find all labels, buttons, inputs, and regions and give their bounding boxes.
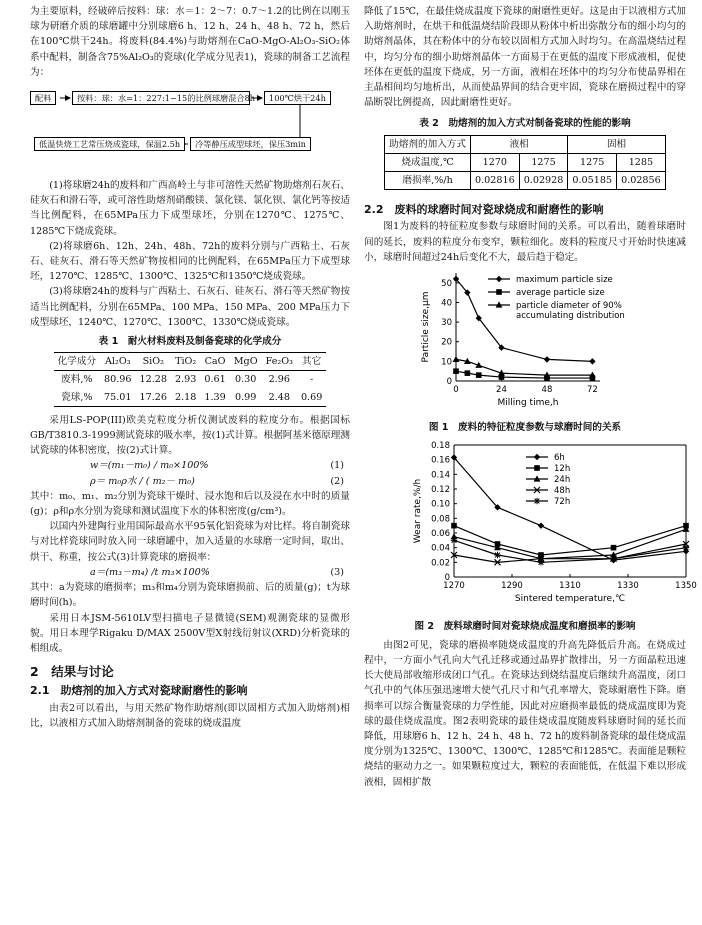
table2-cell: 0.02816 bbox=[471, 172, 520, 190]
equation-2-body: ρ＝ m₀ρ水 / ( m₂－ m₀) bbox=[90, 475, 195, 487]
legend-label: 72h bbox=[554, 497, 571, 508]
table2-header: 液相 bbox=[471, 135, 568, 153]
table1-cell: 75.01 bbox=[104, 391, 132, 403]
method-paragraph-7: 其中：a为瓷球的磨损率；m₃和m₄分别为瓷球磨损前、后的质量(g)；t为球磨时间(h)。 bbox=[30, 582, 350, 609]
method-paragraph-2: (2)将球磨6h、12h、24h、48h、72h的废料分别与广西粘土、石灰石、硅灰石、滑石等天然矿物按相同的比例配料，在65MPa压力下成型球坯，1270℃、1285℃、1300℃、1325℃和1350℃烧成瓷球。 bbox=[30, 240, 350, 283]
data-point bbox=[538, 523, 544, 529]
series-line bbox=[454, 530, 686, 559]
equation-1-number: (1) bbox=[330, 460, 344, 472]
method-paragraph-8: 采用日本JSM-5610LV型扫描电子显微镜(SEM)观测瓷球的显微形貌。用日本理学Rigaku D/MAX 2500V型X射线衍射议(XRD)分析瓷球的相组成。 bbox=[30, 612, 350, 654]
method-paragraph-5: 其中：m₀、m₁、m₂分别为瓷球干燥时、浸水饱和后以及浸在水中时的质量(g)；ρ和ρ水分别为瓷球和测试温度下水的体积密度(g/cm³)。 bbox=[30, 490, 350, 518]
x-tick-label: 72 bbox=[587, 385, 598, 396]
legend-label: accumulating distribution bbox=[516, 311, 625, 322]
y-tick-label: 0.02 bbox=[431, 558, 450, 569]
flow-step-batching: 配料 bbox=[30, 91, 56, 105]
equation-3-body: a＝(m₃－m₄) /t m₃×100% bbox=[90, 566, 210, 578]
table2-cell: 1275 bbox=[568, 153, 617, 171]
equation-1-body: w＝(m₁－m₀) / m₀×100% bbox=[90, 460, 209, 472]
data-point bbox=[451, 538, 457, 544]
table1-cell: 2.96 bbox=[268, 374, 290, 386]
intro-paragraph: 为主要原料，经破碎后按料：球：水＝1：2～7：0.7～1.2的比例在以刚玉球为研磨介质的球磨罐中分别球磨6 h、12 h、24 h、48 h、72 h，然后在100℃烘干24h。将废料(84.4%)与助熔剂在CaO-MgO-Al₂O₃-SiO₂体系中配料，制备含75%Al₂O₃的瓷球(化学成分见表1)，瓷球的制备工艺流程为： bbox=[30, 6, 350, 78]
data-point bbox=[544, 356, 550, 362]
method-paragraph-3: (3)将球磨24h的废料与广西粘土、石灰石、硅灰石、滑石等天然矿物按适当比例配料，分别在65MPa、100 MPa、150 MPa、200 MPa压力下成型球坯，1240℃、1270℃、1300℃、1330℃烧成瓷球。 bbox=[30, 286, 350, 328]
flow-step-pressing: 冷等静压成型球坯，保压3min bbox=[190, 137, 311, 151]
figure-2-chart bbox=[364, 439, 697, 609]
table1-cell: 瓷球,% bbox=[61, 391, 93, 403]
table1 bbox=[54, 352, 327, 407]
table2-cell: 0.05185 bbox=[568, 172, 617, 190]
method-paragraph-4: 采用LS-POP(III)欧美克粒度分析仪测试废料的粒度分布。根据国标GB/T3810.3-1999测试瓷球的吸水率，按(1)式计算。根据阿基米德原理测试瓷球的体积密度，按(2)式计算。 bbox=[30, 414, 350, 457]
results-paragraph-2: 降低了15℃，在最佳烧成温度下瓷球的耐磨性更好。这是由于以液相方式加入助熔剂时，在烘干和低温烧结阶段即从粉体中析出弥散分布的细小均匀的助熔剂晶体，其在粉体中的分布较以固相方式加入时均匀。在高温烧结过程中，均匀分布的细小助熔剂晶体一方面易于在更低的温度下形成液相，促使坯体在更低的温度下烧成，另一方面，液相在坯体中的均匀分布使晶界相在主晶相间均匀地析出，从而使晶界间的结合更牢固，瓷球在磨损过程中的穿晶断裂比例提高，因此耐磨性更好。 bbox=[364, 6, 686, 109]
equation-1 bbox=[30, 458, 350, 473]
table2-header: 助熔剂的加入方式 bbox=[385, 135, 471, 153]
y-tick-label: 30 bbox=[441, 318, 452, 329]
equation-3-number: (3) bbox=[330, 566, 344, 578]
data-point bbox=[610, 556, 616, 562]
equation-2-number: (2) bbox=[330, 475, 344, 487]
y-tick-label: 50 bbox=[441, 278, 452, 289]
section-2-1-heading: 2.1 助熔剂的加入方式对瓷球耐磨性的影响 bbox=[30, 684, 248, 698]
method-paragraph-6: 以国内外建陶行业用国际最高水平95氧化铝瓷球为对比样。将自制瓷球与对比样瓷球同时放入同一球磨罐中，加入适量的水球磨一定时间，取出、烘干、称重，按公式(3)计算瓷球的磨损率： bbox=[30, 521, 350, 563]
table1-cell: 0.61 bbox=[204, 374, 226, 386]
table-row bbox=[385, 172, 666, 190]
table1-cell: 0.69 bbox=[300, 391, 323, 403]
flow-step-firing: 低温快烧工艺常压烧成瓷球，保温2.5h bbox=[34, 137, 185, 151]
legend-label: 24h bbox=[554, 475, 571, 486]
table2-cell: 1285 bbox=[617, 153, 666, 171]
legend-marker bbox=[496, 276, 502, 282]
table1-header: TiO₂ bbox=[171, 353, 200, 371]
y-tick-label: 0.06 bbox=[431, 529, 450, 540]
table1-cell: 1.39 bbox=[204, 391, 226, 403]
results-paragraph-1: 由表2可以看出，与用天然矿物作助熔剂(即以固相方式加入助熔剂)相比，以液相方式加入助熔剂制备的瓷球的烧成温度 bbox=[30, 702, 350, 729]
table2-cell: 0.02856 bbox=[617, 172, 666, 190]
x-tick-label: 1270 bbox=[443, 581, 465, 592]
table1-header: MgO bbox=[230, 353, 262, 371]
legend-marker bbox=[534, 466, 540, 472]
table-row bbox=[54, 371, 327, 389]
data-point bbox=[683, 545, 689, 551]
y-tick-label: 0.12 bbox=[431, 485, 450, 496]
table1-header-row bbox=[54, 353, 327, 371]
results-paragraph-4: 由图2可见，瓷球的磨损率随烧成温度的升高先降低后升高。在烧成过程中，一方面小气孔向大气孔迁移或通过晶界扩散排出，另一方面晶粒迅速长大使局部收缩形成闭口气孔。在瓷球达到烧结温度后继续升高温度，闭口气孔中的气体压强迅速增大使气孔尺寸和气孔率增大，瓷球耐磨性下降。磨损率可以综合衡量瓷球的力学性能，因此对应磨损率最低的烧成温度即为瓷球的最佳烧成温度。图2表明瓷球的最佳烧成温度随废料球磨时间的延长而降低，用球磨6 h、12 h、24 h、48 h、72 h的废料制备瓷球的最佳烧成温度分别为1325℃、1300℃、1300℃、1285℃和1285℃。表面能是颗粒烧结的驱动力之一。如果颗粒度过大，颗粒的表面能低，在低温下难以形成液相，固相扩散 bbox=[364, 639, 686, 788]
table1-header: 化学成分 bbox=[54, 353, 100, 371]
x-axis-label: Milling time,h bbox=[497, 398, 559, 409]
legend-label: 12h bbox=[554, 464, 571, 475]
section-2-2-heading: 2.2 废料的球磨时间对瓷球烧成和耐磨性的影响 bbox=[364, 203, 604, 217]
y-tick-label: 0.18 bbox=[431, 441, 450, 452]
data-point bbox=[476, 372, 482, 378]
y-axis-label: Particle size,μm bbox=[421, 291, 431, 363]
table1-cell: 2.48 bbox=[268, 391, 290, 403]
table1-cell: 2.18 bbox=[174, 391, 197, 403]
table2-cell: 1270 bbox=[471, 153, 520, 171]
table2-cell: 1275 bbox=[519, 153, 568, 171]
x-tick-label: 1290 bbox=[501, 581, 523, 592]
table2-cell: 0.02928 bbox=[519, 172, 568, 190]
table1-cell: 0.30 bbox=[234, 374, 257, 386]
x-tick-label: 24 bbox=[496, 385, 507, 396]
y-tick-label: 10 bbox=[441, 357, 452, 368]
table1-cell: 废料,% bbox=[61, 374, 93, 386]
legend-marker bbox=[534, 498, 540, 504]
table2-row-label: 磨损率,%/h bbox=[385, 172, 471, 190]
left-column bbox=[30, 4, 350, 731]
table1-cell: 2.93 bbox=[174, 374, 197, 386]
table1-header: Fe₂O₃ bbox=[262, 353, 297, 371]
y-tick-label: 0 bbox=[444, 573, 450, 584]
method-paragraph-1: (1)将球磨24h的废料和广西高岭土与非可溶性天然矿物助熔剂石灰石、硅灰石和滑石等，或可溶性助熔剂硝酸镁、氯化镁、氯化钡、氯化钙等按适当比例配料，在65MPa压力下成型球坯，分别在1270℃、1275℃、1285℃下烧成瓷球。 bbox=[30, 180, 350, 237]
y-axis-label: Wear rate,%/h bbox=[413, 479, 423, 544]
section-2-heading: 2 结果与讨论 bbox=[30, 664, 114, 680]
data-point bbox=[453, 368, 459, 374]
figure-1-caption: 图 1 废料的特征粒度参数与球磨时间的关系 bbox=[428, 422, 622, 434]
legend-marker bbox=[496, 289, 502, 295]
y-tick-label: 40 bbox=[441, 298, 452, 309]
table2-row-label: 烧成温度,℃ bbox=[385, 153, 471, 171]
y-tick-label: 0.04 bbox=[431, 544, 450, 555]
x-tick-label: 0 bbox=[453, 385, 459, 396]
y-tick-label: 0.16 bbox=[431, 456, 450, 467]
table2-header: 固相 bbox=[568, 135, 665, 153]
data-point bbox=[538, 560, 544, 566]
y-tick-label: 0 bbox=[446, 377, 452, 388]
table1-header: SiO₂ bbox=[136, 353, 171, 371]
data-point bbox=[611, 545, 617, 551]
table1-header: Al₂O₃ bbox=[100, 353, 135, 371]
table-row bbox=[385, 153, 666, 171]
figure-2-caption: 图 2 废料球磨时间对瓷球烧成温度和磨损率的影响 bbox=[414, 620, 636, 632]
y-tick-label: 20 bbox=[441, 337, 452, 348]
figure-1-chart bbox=[364, 265, 686, 411]
x-axis-label: Sintered temperature,℃ bbox=[514, 594, 626, 605]
data-point bbox=[453, 356, 460, 362]
table-row bbox=[385, 135, 666, 153]
y-tick-label: 0.08 bbox=[431, 514, 450, 525]
results-paragraph-3: 图1为废料的特征粒度参数与球磨时间的关系。可以看出，随着球磨时间的延长，废料的粒度分布变窄，颗粒细化。废料的粒度尺寸开始时快速减小，球磨时间超过24h后变化不大，最后趋于稳定。 bbox=[364, 221, 686, 263]
legend-label: 48h bbox=[554, 486, 571, 497]
x-tick-label: 1330 bbox=[617, 581, 639, 592]
table1-caption: 表 1 耐火材料废料及制备瓷球的化学成分 bbox=[98, 336, 282, 348]
process-flowchart bbox=[30, 84, 350, 172]
legend-label: particle diameter of 90% bbox=[516, 301, 622, 312]
table1-cell: 0.99 bbox=[234, 391, 257, 403]
table-row bbox=[54, 389, 327, 407]
flow-step-drying: 100℃烘干24h bbox=[264, 91, 331, 105]
table1-cell: 17.26 bbox=[139, 391, 167, 403]
equation-3 bbox=[30, 565, 350, 580]
equation-2 bbox=[30, 474, 350, 489]
data-point bbox=[465, 370, 471, 376]
table1-cell: 12.28 bbox=[139, 374, 167, 386]
right-column bbox=[364, 4, 697, 790]
table2 bbox=[384, 135, 666, 191]
legend-marker bbox=[534, 454, 540, 460]
data-point bbox=[589, 358, 595, 364]
legend-label: maximum particle size bbox=[516, 275, 613, 286]
x-tick-label: 1310 bbox=[559, 581, 581, 592]
y-tick-label: 0.14 bbox=[431, 470, 450, 481]
table1-header: 其它 bbox=[297, 353, 326, 371]
data-point bbox=[494, 552, 500, 558]
table2-caption: 表 2 助熔剂的加入方式对制备瓷球的性能的影响 bbox=[419, 118, 631, 130]
legend-label: average particle size bbox=[516, 288, 605, 299]
table1-cell: 80.96 bbox=[104, 374, 132, 386]
x-tick-label: 48 bbox=[541, 385, 553, 396]
table1-header: CaO bbox=[200, 353, 229, 371]
y-tick-label: 0.10 bbox=[431, 500, 450, 511]
table1-cell: - bbox=[310, 374, 314, 386]
data-point bbox=[451, 523, 457, 529]
x-tick-label: 1350 bbox=[675, 581, 697, 592]
flow-step-milling: 按料：球：水=1：227:1~15的比例球磨混合8h bbox=[72, 91, 250, 105]
legend-label: 6h bbox=[554, 453, 565, 464]
